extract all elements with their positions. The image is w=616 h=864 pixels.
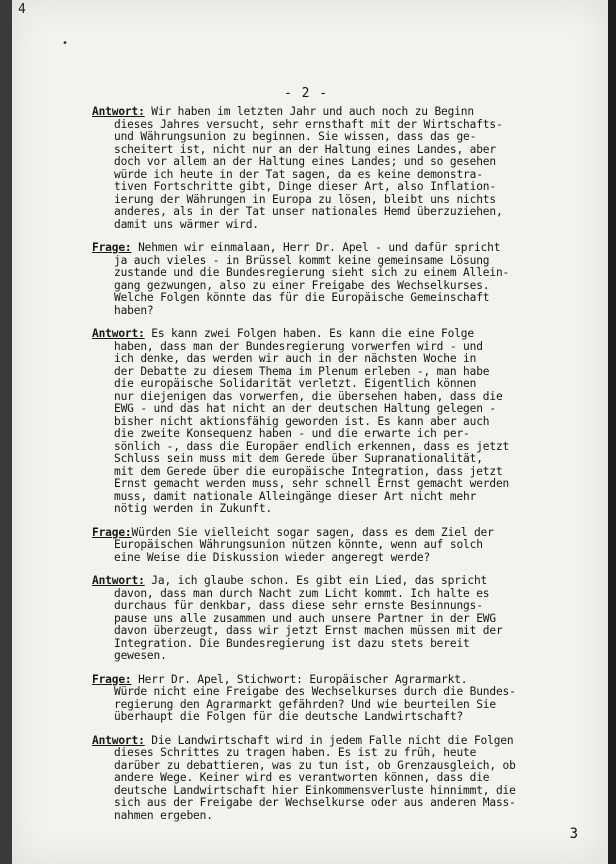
transcript-block [92, 575, 586, 663]
line-text: dieses Schrittes zu tragen haben. Es ist zu früh, heute [114, 746, 477, 759]
line-text: davon, dass man durch Nacht zum Licht kommt. Ich halte es [114, 586, 490, 600]
line-text: ja auch vieles - in Brüssel kommt keine gemeinsame Lösung [114, 253, 490, 267]
line-text: Welche Folgen könnte das für die Europäische Gemeinschaft [114, 291, 490, 304]
line-text: Es kann zwei Folgen haben. Es kann die eine Folge [144, 327, 474, 340]
scan-border-left [0, 0, 12, 864]
line-text: haben? [114, 303, 154, 317]
line-text: Herr Dr. Apel, Stichwort: Europäischer Agrarmarkt. [131, 672, 468, 686]
line-text: eine Weise die Diskussion wieder angeregt werde? [114, 550, 431, 564]
line-text: nahmen ergeben. [114, 808, 213, 822]
line-text: der Debatte zu diesem Thema im Plenum erleben -, man habe [114, 364, 490, 378]
ink-speck: • [62, 38, 69, 49]
line-text: dieses Jahres versucht, sehr ernsthaft mit der Wirtschafts- [114, 117, 503, 131]
text-line [92, 292, 586, 305]
text-line [92, 219, 586, 232]
speaker-label: Antwort: [92, 574, 145, 587]
transcript-block [92, 527, 586, 565]
line-text: durchaus für denkbar, dass diese sehr ernste Besinnungs- [114, 599, 483, 612]
speaker-label: Antwort: [92, 327, 145, 340]
line-text: Integration. Die Bundesregierung ist dazu stets bereit [114, 636, 470, 650]
line-text: pause uns alle zusammen und auch unsere Partner in der EWG [114, 611, 496, 625]
line-text: muss, damit nationale Alleingänge dieser Art nicht mehr [114, 489, 477, 503]
corner-mark: 4 [18, 2, 26, 17]
speaker-label: Antwort: [92, 105, 145, 118]
line-text: deutsche Landwirtschaft hier Einkommensverluste hinnimmt, die [114, 783, 516, 797]
line-text: mit dem Gerede über die europäische Integration, dass jetzt [114, 464, 503, 478]
line-text: Die Landwirtschaft wird in jedem Falle nicht die Folgen [144, 733, 514, 747]
line-text: Wir haben im letzten Jahr und auch noch zu Beginn [144, 105, 474, 118]
line-text: sich aus der Freigabe der Wechselkurse oder aus anderen Mass- [114, 796, 516, 809]
transcript-block [92, 328, 586, 516]
line-text: würde ich heute in der Tat sagen, da es keine demonstra- [114, 167, 483, 181]
line-text: scheitert ist, nicht nur an der Haltung eines Landes, aber [114, 142, 496, 156]
line-text: sönlich -, dass die Europäer endlich erkennen, dass es jetzt [114, 439, 510, 453]
text-line [92, 503, 586, 516]
line-text: die europäische Solidarität verletzt. Eigentlich können [114, 377, 477, 390]
line-text: anderes, als in der Tat unser nationales Hemd überzuziehen, [114, 205, 503, 218]
line-text: tiven Fortschritte gibt, Dinge dieser Art, also Inflation- [114, 180, 496, 193]
transcript-block [92, 106, 586, 231]
speaker-label: Frage: [92, 241, 132, 254]
line-text: haben, dass man der Bundesregierung vorwerfen wird - und [114, 339, 483, 353]
line-text: darüber zu debattieren, was zu tun ist, ob Grenzausgleich, ob [114, 758, 516, 772]
line-text: gewesen. [114, 649, 167, 662]
speaker-label: Frage: [92, 672, 132, 686]
line-text: Würden Sie vielleicht sogar sagen, dass es dem Ziel der [131, 525, 494, 539]
text-line [92, 305, 586, 318]
line-text: doch vor allem an der Haltung eines Landes; und so gesehen [114, 155, 496, 168]
line-text: Europäischen Währungsunion nützen könnte, wenn auf solch [114, 538, 483, 551]
line-text: Würde nicht eine Freigabe des Wechselkurses durch die Bundes- [114, 685, 516, 698]
line-text: zustande und die Bundesregierung sieht sich zu einem Allein- [114, 266, 510, 279]
line-text: überhaupt die Folgen für die deutsche Landwirtschaft? [114, 710, 464, 723]
text-line [92, 711, 586, 724]
speaker-label: Frage: [92, 525, 132, 539]
line-text: regierung den Agrarmarkt gefährden? Und wie beurteilen Sie [114, 697, 496, 711]
line-text: Schluss sein muss mit dem Gerede über Supranationalität, [114, 452, 483, 465]
text-line [92, 552, 586, 565]
line-text: Ernst gemacht werden muss, sehr schnell Ernst gemacht werden [114, 477, 510, 490]
line-text: die zweite Konsequenz haben - und die erwarte ich per- [114, 427, 470, 440]
transcript-block [92, 242, 586, 317]
next-page-number: 3 [569, 826, 578, 842]
text-line [92, 650, 586, 663]
line-text: damit uns wärmer wird. [114, 217, 259, 231]
line-text: gang gezwungen, also zu einer Freigabe des Wechselkurses. [114, 278, 490, 292]
line-text: ich denke, das werden wir auch in der nächsten Woche in [114, 352, 477, 365]
line-text: Nehmen wir einmalaan, Herr Dr. Apel - und dafür spricht [131, 241, 501, 254]
line-text: und Währungsunion zu beginnen. Sie wissen, dass das ge- [114, 130, 477, 143]
line-text: andere Wege. Keiner wird es verantworten können, dass die [114, 771, 490, 784]
line-text: EWG - und das hat nicht an der deutschen Haltung gelegen - [114, 402, 496, 415]
line-text: nur diejenigen das vorwerfen, die übersehen haben, dass die [114, 389, 503, 403]
line-text: nötig werden in Zukunft. [114, 502, 273, 515]
line-text: ierung der Währungen in Europa zu lösen, bleibt uns nichts [114, 192, 496, 206]
interview-transcript [92, 106, 586, 833]
line-text: davon überzeugt, dass wir jetzt Ernst machen müssen mit der [114, 624, 503, 637]
transcript-block [92, 735, 586, 823]
speaker-label: Antwort: [92, 733, 145, 747]
scan-border-right [608, 0, 616, 864]
page-number: - 2 - [284, 86, 329, 101]
line-text: bisher nicht aktionsfähig geworden ist. Es kann aber auch [114, 414, 490, 428]
document-page [12, 0, 608, 864]
line-text: Ja, ich glaube schon. Es gibt ein Lied, das spricht [144, 574, 488, 587]
text-line [92, 810, 586, 823]
transcript-block [92, 674, 586, 724]
